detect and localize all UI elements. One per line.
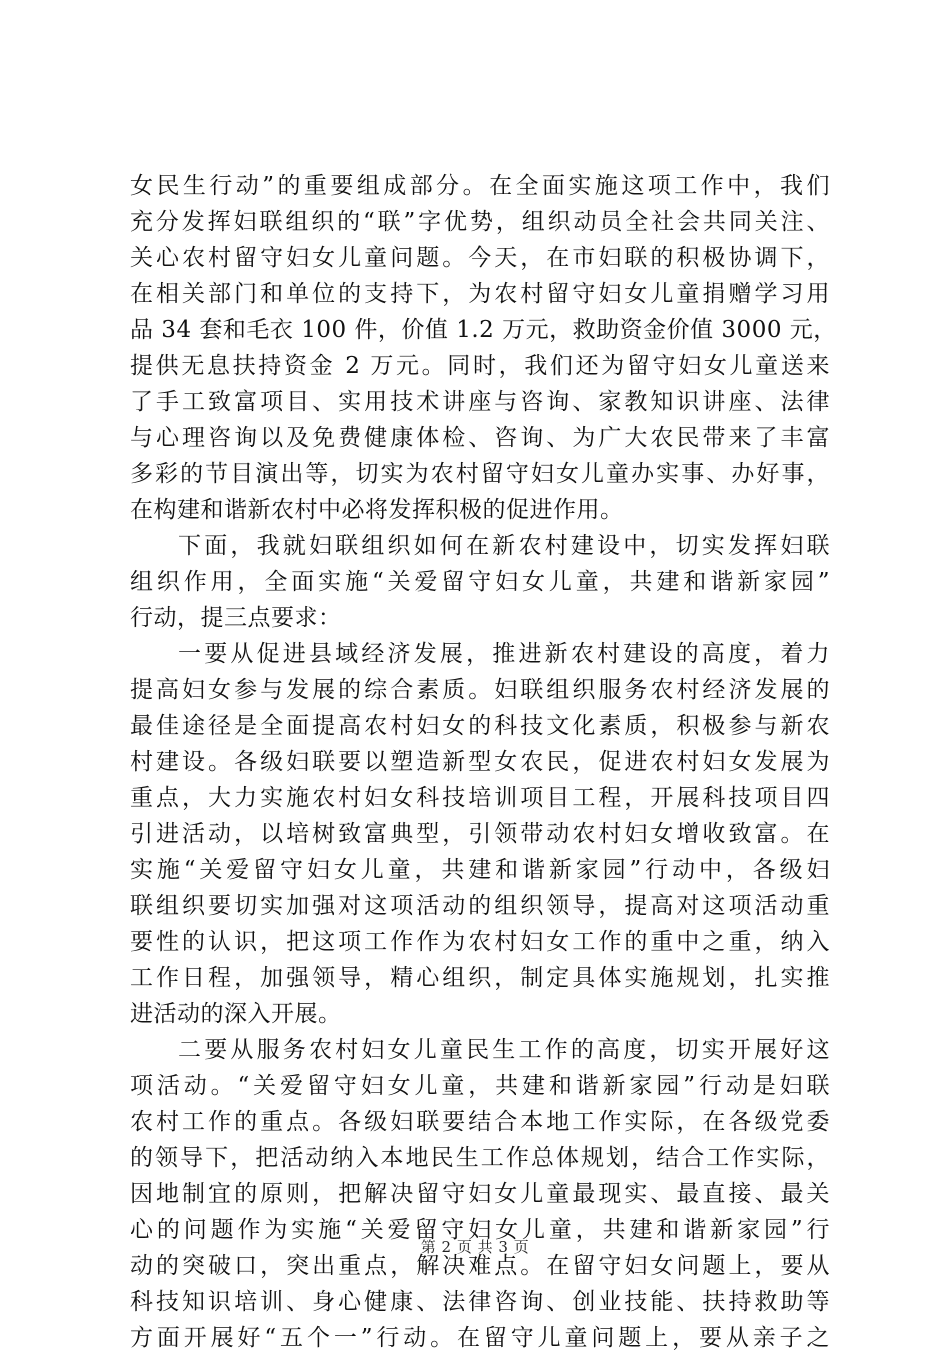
- text-line: 品 34 套和毛衣 100 件，价值 1.2 万元，救助资金价值 3000 元，: [130, 317, 837, 343]
- document-body: [130, 168, 837, 1356]
- text-line: 联组织要切实加强对这项活动的组织领导，提高对这项活动重: [130, 893, 830, 919]
- text-line: 项活动。“关爱留守妇女儿童，共建和谐新家园”行动是妇联: [130, 1073, 830, 1099]
- text-line: 实施“关爱留守妇女儿童，共建和谐新家园”行动中，各级妇: [130, 857, 830, 883]
- text-line: 村建设。各级妇联要以塑造新型女农民，促进农村妇女发展为: [130, 749, 830, 775]
- text-line: 提高妇女参与发展的综合素质。妇联组织服务农村经济发展的: [130, 677, 830, 703]
- text-line: 在相关部门和单位的支持下，为农村留守妇女儿童捐赠学习用: [130, 281, 830, 307]
- text-line: 动的突破口，突出重点，解决难点。在留守妇女问题上，要从: [130, 1253, 830, 1279]
- text-line: 科技知识培训、身心健康、法律咨询、创业技能、扶持救助等: [130, 1289, 830, 1315]
- paragraph-first-line: 二要从服务农村妇女儿童民生工作的高度，切实开展好这: [178, 1037, 830, 1063]
- text-line: 的领导下，把活动纳入本地民生工作总体规划，结合工作实际，: [130, 1145, 830, 1171]
- text-line: 要性的认识，把这项工作作为农村妇女工作的重中之重，纳入: [130, 929, 830, 955]
- text-line: 最佳途径是全面提高农村妇女的科技文化素质，积极参与新农: [130, 713, 830, 739]
- text-line: 工作日程，加强领导，精心组织，制定具体实施规划，扎实推: [130, 965, 830, 991]
- text-line: 引进活动，以培树致富典型，引领带动农村妇女增收致富。在: [130, 821, 830, 847]
- text-line: 重点，大力实施农村妇女科技培训项目工程，开展科技项目四: [130, 785, 830, 811]
- text-line: 方面开展好“五个一”行动。在留守儿童问题上，要从亲子之: [130, 1325, 830, 1351]
- text-line: 进活动的深入开展。: [130, 1001, 342, 1027]
- text-line: 在构建和谐新农村中必将发挥积极的促进作用。: [130, 497, 624, 523]
- text-line: 农村工作的重点。各级妇联要结合本地工作实际，在各级党委: [130, 1109, 830, 1135]
- text-line: 了手工致富项目、实用技术讲座与咨询、家教知识讲座、法律: [130, 389, 830, 415]
- text-line: 充分发挥妇联组织的“联”字优势，组织动员全社会共同关注、: [130, 209, 830, 235]
- text-line: 心的问题作为实施“关爱留守妇女儿童，共建和谐新家园”行: [130, 1217, 830, 1243]
- text-line: 行动，提三点要求：: [130, 605, 342, 631]
- text-line: 因地制宜的原则，把解决留守妇女儿童最现实、最直接、最关: [130, 1181, 830, 1207]
- paragraph-first-line: 下面，我就妇联组织如何在新农村建设中，切实发挥妇联: [178, 533, 830, 559]
- text-line: 多彩的节目演出等，切实为农村留守妇女儿童办实事、办好事，: [130, 461, 830, 487]
- text-line: 女民生行动”的重要组成部分。在全面实施这项工作中，我们: [130, 173, 830, 199]
- text-line: 关心农村留守妇女儿童问题。今天，在市妇联的积极协调下，: [130, 245, 830, 271]
- text-line: 组织作用，全面实施“关爱留守妇女儿童，共建和谐新家园”: [130, 569, 830, 595]
- text-line: 提供无息扶持资金 2 万元。同时，我们还为留守妇女儿童送来: [130, 353, 830, 379]
- paragraph-first-line: 一要从促进县域经济发展，推进新农村建设的高度，着力: [178, 641, 830, 667]
- text-line: 与心理咨询以及免费健康体检、咨询、为广大农民带来了丰富: [130, 425, 830, 451]
- page-number-footer: 第 2 页 共 3 页: [420, 1238, 530, 1256]
